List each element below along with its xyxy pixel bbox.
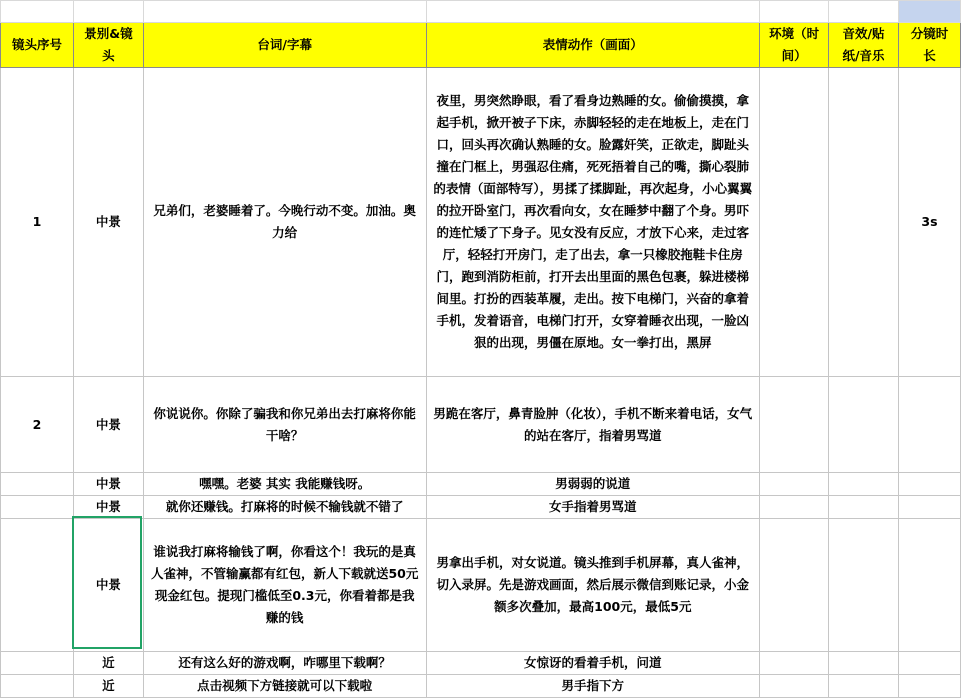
header-scene-lens[interactable]: 景别&镜头 xyxy=(73,23,143,68)
sound-cell[interactable] xyxy=(829,496,899,519)
duration-cell[interactable] xyxy=(899,473,961,496)
action-cell[interactable]: 夜里，男突然睁眼，看了看身边熟睡的女。偷偷摸摸，拿起手机，掀开被子下床，赤脚轻轻的走在地板上，走在门口，回头再次确认熟睡的女。脸露奸笑，正欲走，脚趾头撞在门框上，男强忍住痛，死死捂着自己的嘴，撕心裂肺的表情（面部特写），男揉了揉脚趾，再次起身，小心翼翼的拉开卧室门，再次看向女，女在睡梦中翻了个身。男吓的连忙矮了下身子。见女没有反应，才放下心来，走过客厅，轻轻打开房门，走了出去，拿一只橡胶拖鞋卡住房门，跑到消防柜前，打开去出里面的黑色包裹，躲进楼梯间里。打扮的西装革履，走出。按下电梯门，兴奋的拿着手机，发着语音，电梯门打开，女穿着睡衣出现，一脸凶狠的出现，男僵在原地。女一拳打出，黑屏 xyxy=(426,68,760,377)
header-row xyxy=(1,23,961,68)
shot-number[interactable] xyxy=(1,652,74,675)
scene-type[interactable]: 中景 xyxy=(73,377,143,473)
action-cell[interactable]: 女惊讶的看着手机，问道 xyxy=(426,652,760,675)
header-dialogue[interactable]: 台词/字幕 xyxy=(143,23,426,68)
dialogue-cell[interactable]: 嘿嘿。老婆 其实 我能赚钱呀。 xyxy=(143,473,426,496)
scene-type[interactable]: 中景 xyxy=(73,519,143,652)
dialogue-cell[interactable]: 你说说你。你除了骗我和你兄弟出去打麻将你能干啥？ xyxy=(143,377,426,473)
shot-number[interactable] xyxy=(1,675,74,698)
sound-cell[interactable] xyxy=(829,377,899,473)
dialogue-cell[interactable]: 还有这么好的游戏啊，咋哪里下载啊？ xyxy=(143,652,426,675)
scene-type[interactable]: 近 xyxy=(73,675,143,698)
action-cell[interactable]: 男手指下方 xyxy=(426,675,760,698)
header-duration[interactable]: 分镜时长 xyxy=(899,23,961,68)
scene-type[interactable]: 近 xyxy=(73,652,143,675)
cell[interactable] xyxy=(899,1,961,23)
cell[interactable] xyxy=(829,1,899,23)
duration-cell[interactable]: 3s xyxy=(899,68,961,377)
shot-number[interactable]: 2 xyxy=(1,377,74,473)
scene-type[interactable]: 中景 xyxy=(73,68,143,377)
environment-cell[interactable] xyxy=(760,377,829,473)
scene-type[interactable]: 中景 xyxy=(73,473,143,496)
duration-cell[interactable] xyxy=(899,377,961,473)
duration-cell[interactable] xyxy=(899,652,961,675)
action-cell[interactable]: 男拿出手机，对女说道。镜头推到手机屏幕，真人雀神，切入录屏。先是游戏画面，然后展示微信到账记录，小金额多次叠加，最高100元，最低5元 xyxy=(426,519,760,652)
header-sound[interactable]: 音效/贴纸/音乐 xyxy=(829,23,899,68)
cell[interactable] xyxy=(1,1,74,23)
table-row xyxy=(1,377,961,473)
environment-cell[interactable] xyxy=(760,496,829,519)
cell[interactable] xyxy=(426,1,760,23)
dialogue-cell[interactable]: 点击视频下方链接就可以下载啦 xyxy=(143,675,426,698)
action-cell[interactable]: 男跪在客厅，鼻青脸肿（化妆），手机不断来着电话，女气的站在客厅，指着男骂道 xyxy=(426,377,760,473)
shot-number[interactable] xyxy=(1,519,74,652)
duration-cell[interactable] xyxy=(899,519,961,652)
sound-cell[interactable] xyxy=(829,473,899,496)
environment-cell[interactable] xyxy=(760,652,829,675)
environment-cell[interactable] xyxy=(760,473,829,496)
table-row xyxy=(1,473,961,496)
header-action[interactable]: 表情动作（画面） xyxy=(426,23,760,68)
dialogue-cell[interactable]: 兄弟们，老婆睡着了。今晚行动不变。加油。奥力给 xyxy=(143,68,426,377)
table-row xyxy=(1,519,961,652)
environment-cell[interactable] xyxy=(760,519,829,652)
shot-number[interactable]: 1 xyxy=(1,68,74,377)
action-cell[interactable]: 男弱弱的说道 xyxy=(426,473,760,496)
sound-cell[interactable] xyxy=(829,68,899,377)
table-row xyxy=(1,68,961,377)
cell[interactable] xyxy=(73,1,143,23)
cell[interactable] xyxy=(760,1,829,23)
table-row xyxy=(1,652,961,675)
table-row xyxy=(1,675,961,698)
table-row xyxy=(1,496,961,519)
scene-type[interactable]: 中景 xyxy=(73,496,143,519)
dialogue-cell[interactable]: 谁说我打麻将输钱了啊，你看这个！我玩的是真人雀神，不管输赢都有红包，新人下载就送50元现金红包。提现门槛低至0.3元，你看着都是我赚的钱 xyxy=(143,519,426,652)
sound-cell[interactable] xyxy=(829,519,899,652)
duration-cell[interactable] xyxy=(899,675,961,698)
cell[interactable] xyxy=(143,1,426,23)
dialogue-cell[interactable]: 就你还赚钱。打麻将的时候不输钱就不错了 xyxy=(143,496,426,519)
top-row xyxy=(1,1,961,23)
environment-cell[interactable] xyxy=(760,68,829,377)
shot-number[interactable] xyxy=(1,496,74,519)
duration-cell[interactable] xyxy=(899,496,961,519)
header-environment[interactable]: 环境（时间） xyxy=(760,23,829,68)
sound-cell[interactable] xyxy=(829,652,899,675)
header-shot-no[interactable]: 镜头序号 xyxy=(1,23,74,68)
shot-number[interactable] xyxy=(1,473,74,496)
action-cell[interactable]: 女手指着男骂道 xyxy=(426,496,760,519)
environment-cell[interactable] xyxy=(760,675,829,698)
sound-cell[interactable] xyxy=(829,675,899,698)
